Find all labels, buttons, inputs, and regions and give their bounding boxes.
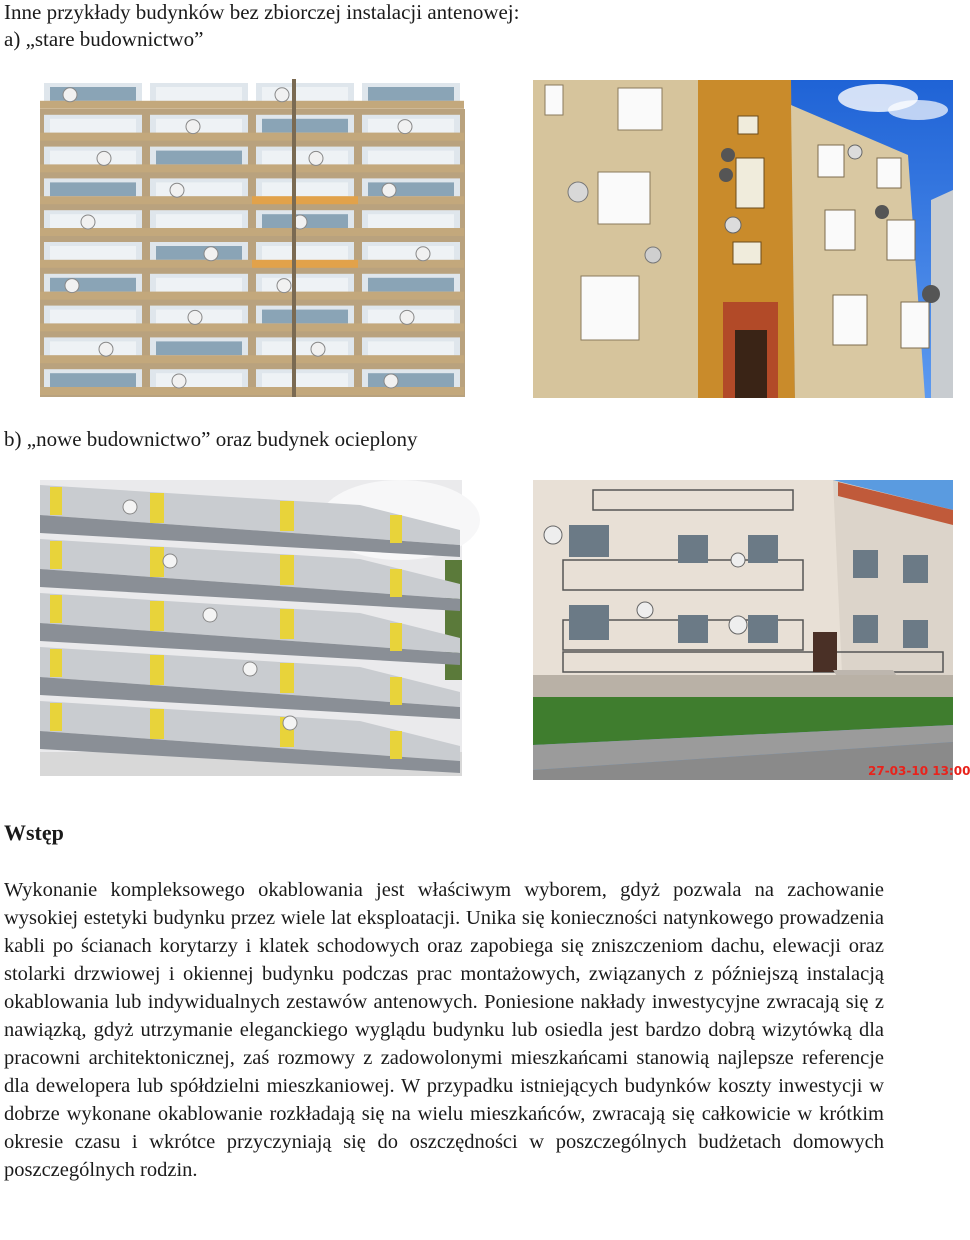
photo-insulated-block [533,480,953,780]
section-paragraph: Wykonanie kompleksowego okablowania jest właściwym wyborem, gdyż pozwala na zachowanie wysokiej estetyki budynku przez wiele lat eksploatacji. Unika się konieczności natynkowego prowadzenia kabli po ścianach korytarzy i klatek schodowych oraz zapobiega się zniszczeniom dachu, elewacji oraz stolarki drzwiowej i okiennej budynku podczas prac montażowych, związanych z późniejszą instalacją okablowania lub indywidualnych zestawów antenowych. Poniesione nakłady inwestycyjne zwracają się z nawiązką, gdyż utrzymanie eleganckiego wyglądu budynku lub osiedla jest bardzo dobrą wizytówką dla pracowni architektonicznej, zaś rozmowy z zadowolonymi mieszkańcami stanowią najlepsze referencje dla dewelopera lub spółdzielni mieszkaniowej. W przypadku istniejących budynków koszty inwestycji w dobrze wykonane okablowanie rozkładają się na wielu mieszkańców, zwracają się całkowicie w krótkim okresie czasu i wkrótce przyczyniają się do oszczędności w poszczególnych budżetach domowych poszczególnych rodzin. [4,879,884,1181]
photo-panel-block [40,79,465,397]
intro-title: Inne przykłady budynków bez zbiorczej instalacji antenowej: [4,0,520,24]
photo-old-tenement [533,80,953,398]
photo-modern-block [40,480,462,776]
list-item-a: a) „stare budownictwo” [4,27,204,51]
photo-timestamp: 27-03-10 13:00 [868,764,970,778]
list-item-b: b) „nowe budownictwo” oraz budynek ocieplony [4,427,418,451]
section-heading: Wstęp [4,820,64,845]
